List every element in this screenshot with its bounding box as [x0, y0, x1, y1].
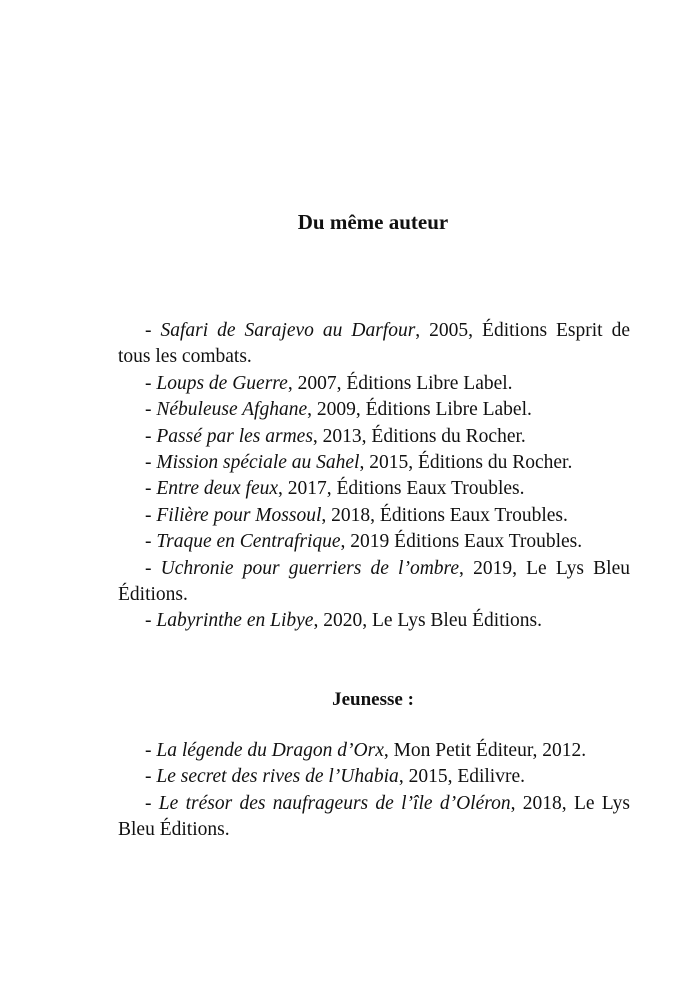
work-details: , 2019, Le Lys Bleu Éditions.: [118, 557, 630, 606]
list-item: [118, 318, 630, 371]
work-details: , 2018, Éditions Eaux Troubles.: [321, 504, 568, 526]
work-title: La légende du Dragon d’Orx: [156, 740, 384, 761]
youth-works-list: [118, 738, 630, 844]
list-item: [118, 529, 630, 555]
work-details: , 2015, Edilivre.: [398, 766, 526, 788]
list-dash: -: [145, 740, 157, 761]
work-title: Mission spéciale au Sahel: [156, 452, 360, 474]
work-title: Le secret des rives de l’Uhabia: [156, 766, 399, 788]
work-details: , 2005, Éditions Esprit de tous les combats.: [118, 320, 630, 368]
list-dash: -: [145, 766, 157, 788]
list-dash: -: [145, 320, 161, 341]
work-title: Filière pour Mossoul: [156, 504, 322, 526]
list-dash: -: [145, 452, 157, 474]
work-details: , 2020, Le Lys Bleu Éditions.: [313, 610, 543, 632]
work-details: , 2019 Éditions Eaux Troubles.: [340, 531, 583, 553]
list-item: [118, 503, 630, 529]
work-details: , Mon Petit Éditeur, 2012.: [383, 740, 587, 761]
work-title: Labyrinthe en Libye: [156, 610, 314, 632]
list-dash: -: [145, 792, 159, 814]
list-item: [118, 608, 630, 634]
work-title: Uchronie pour guerriers de l’ombre: [160, 557, 460, 579]
section-heading-youth: Jeunesse :: [332, 689, 414, 710]
work-details: , 2018, Le Lys Bleu Éditions.: [118, 792, 630, 841]
list-item: [118, 476, 630, 502]
work-title: Traque en Centrafrique: [156, 531, 341, 553]
list-dash: -: [145, 531, 157, 553]
list-dash: -: [145, 372, 157, 394]
list-dash: -: [145, 610, 157, 632]
work-title: Loups de Guerre: [156, 372, 288, 394]
list-item: [118, 738, 630, 764]
work-title: Passé par les armes: [156, 425, 313, 447]
list-item: [118, 556, 630, 609]
work-details: , 2013, Éditions du Rocher.: [312, 425, 526, 447]
work-details: , 2007, Éditions Libre Label.: [287, 372, 513, 394]
list-dash: -: [145, 425, 157, 447]
work-title: Nébuleuse Afghane: [156, 399, 308, 421]
work-details: , 2015, Éditions du Rocher.: [359, 452, 573, 474]
list-dash: -: [145, 557, 161, 579]
work-title: Le trésor des naufrageurs de l’île d’Oléron: [158, 792, 511, 814]
work-details: , 2009, Éditions Libre Label.: [307, 399, 532, 421]
list-dash: -: [145, 478, 157, 500]
list-item: [118, 791, 630, 844]
list-item: [118, 371, 630, 397]
list-item: [118, 764, 630, 790]
work-details: , 2017, Éditions Eaux Troubles.: [278, 478, 525, 500]
list-dash: -: [145, 504, 157, 526]
work-title: Entre deux feux: [156, 478, 279, 500]
list-item: [118, 397, 630, 423]
list-item: [118, 450, 630, 476]
work-title: Safari de Sarajevo au Darfour: [160, 320, 416, 341]
list-dash: -: [145, 399, 157, 421]
works-list: [118, 318, 630, 635]
page-title: Du même auteur: [297, 210, 449, 234]
list-item: [118, 424, 630, 450]
